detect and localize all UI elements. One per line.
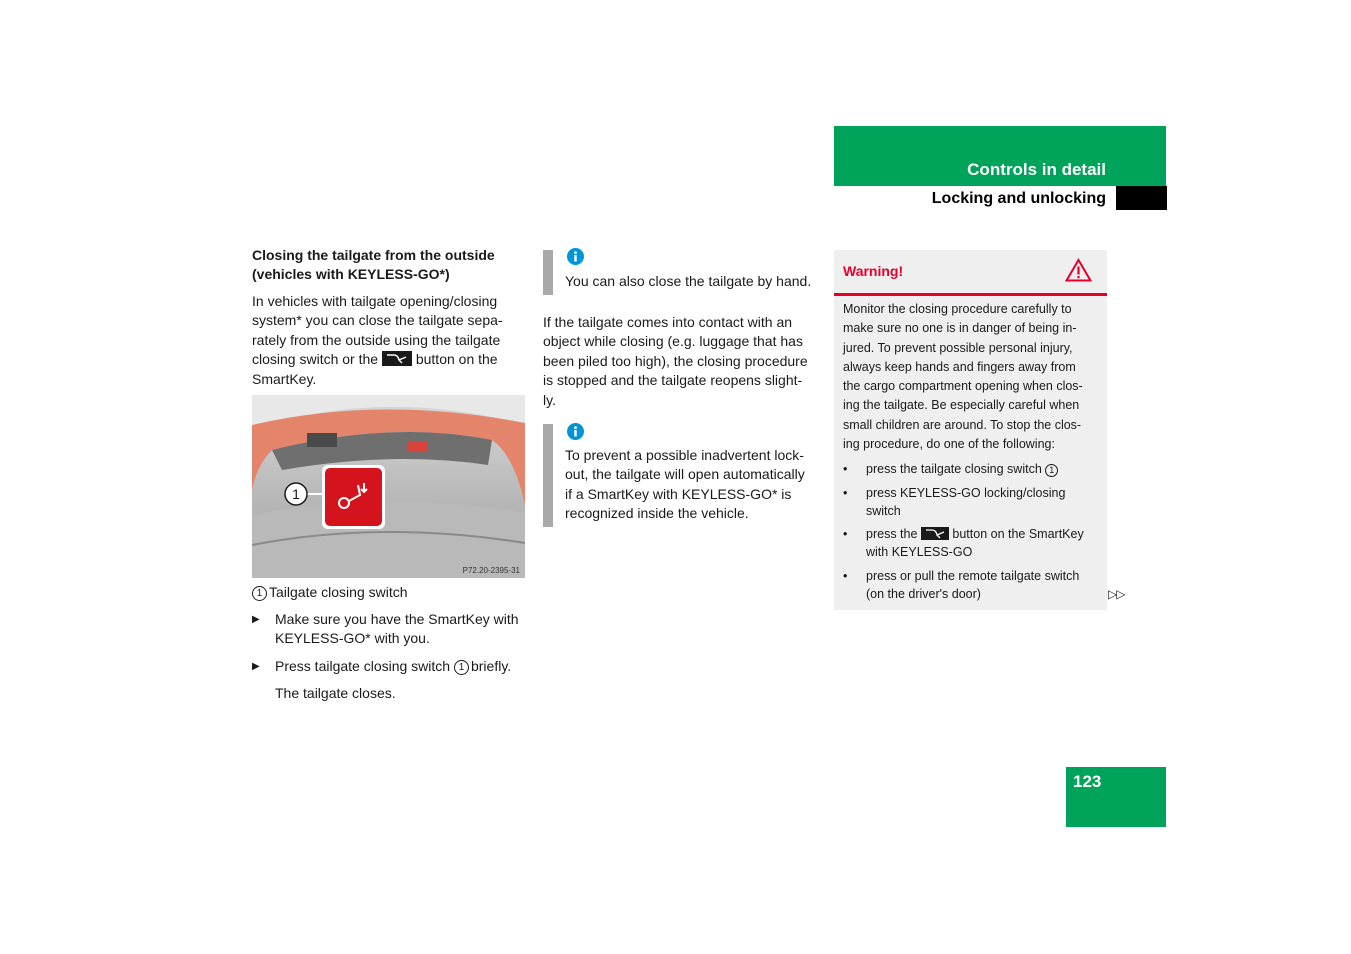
text-line: In vehicles with tailgate opening/closing xyxy=(252,293,498,309)
figure-callout-number: 1 xyxy=(292,486,300,502)
bullet-text: press KEYLESS-GO locking/closing xyxy=(866,486,1066,500)
step-text: Make sure you have the SmartKey with xyxy=(275,611,519,627)
text-line: been piled too high), the closing procedure xyxy=(543,352,808,369)
step-item xyxy=(252,610,550,649)
header-black-tab xyxy=(1116,186,1167,210)
text-line: ly. xyxy=(543,391,556,408)
smartkey-tailgate-icon xyxy=(921,527,949,540)
bullet-dot: • xyxy=(843,527,848,541)
bullet-text: press or pull the remote tailgate switch xyxy=(866,569,1080,583)
bullet-dot: • xyxy=(843,462,848,476)
warning-bullet xyxy=(843,461,1099,479)
step-text: Press tailgate closing switch xyxy=(275,658,451,674)
text-line xyxy=(252,350,527,369)
text-line: small children are around. To stop the clos- xyxy=(843,417,1082,432)
note-text xyxy=(565,446,825,524)
warning-bullet xyxy=(843,526,1099,561)
note-text: You can also close the tailgate by hand. xyxy=(565,273,812,289)
bullet-dot: • xyxy=(843,569,848,583)
text-line: make sure no one is in danger of being in- xyxy=(843,321,1077,336)
step-arrow-icon: ▶ xyxy=(252,661,260,672)
caption-text: Tailgate closing switch xyxy=(269,584,408,600)
info-icon xyxy=(567,248,584,265)
warning-text xyxy=(843,300,1099,454)
text-line: is stopped and the tailgate reopens slight- xyxy=(543,372,803,389)
note-bar xyxy=(543,424,553,527)
text-line: SmartKey. xyxy=(252,370,317,387)
bullet-text-segment: button on the SmartKey xyxy=(952,527,1084,541)
text-line: To prevent a possible inadvertent lock- xyxy=(565,447,804,463)
heading-line: Closing the tailgate from the outside xyxy=(252,247,495,263)
text-line: the cargo compartment opening when clos- xyxy=(843,379,1083,394)
callout-number: 1 xyxy=(252,586,267,601)
text-line: recognized inside the vehicle. xyxy=(565,505,749,522)
tailgate-contact-paragraph xyxy=(543,313,821,410)
warning-bullet xyxy=(843,568,1099,603)
step-arrow-icon: ▶ xyxy=(252,614,260,625)
text-line: system* you can close the tailgate sepa- xyxy=(252,312,503,329)
page-number: 123 xyxy=(1073,772,1102,791)
bullet-text: switch xyxy=(866,503,901,518)
step-text: briefly. xyxy=(470,658,512,674)
bullet-text: press the tailgate closing switch xyxy=(866,462,1042,476)
warning-bullet xyxy=(843,485,1099,520)
figure-code: P72.20-2395-31 xyxy=(462,566,520,575)
step-result: The tailgate closes. xyxy=(275,685,396,701)
bullet-text xyxy=(866,526,1099,544)
bullet-dot: • xyxy=(843,486,848,500)
text-line: ing procedure, do one of the following: xyxy=(843,437,1055,452)
text-line: rately from the outside using the tailgate xyxy=(252,331,501,348)
tailgate-switch-photo xyxy=(252,395,525,578)
bullet-text-segment: press the xyxy=(866,527,918,541)
smartkey-tailgate-icon xyxy=(382,351,412,366)
text-line: ing the tailgate. Be especially careful when xyxy=(843,398,1080,413)
subsection-title: Locking and unlocking xyxy=(931,190,1106,207)
section-heading xyxy=(252,246,527,284)
bullet-text: with KEYLESS-GO xyxy=(866,544,973,559)
info-icon xyxy=(567,423,584,440)
heading-line: (vehicles with KEYLESS-GO*) xyxy=(252,266,450,282)
text-line: always keep hands and fingers away from xyxy=(843,359,1076,374)
text-line: if a SmartKey with KEYLESS-GO* is xyxy=(565,485,792,502)
note-bar xyxy=(543,250,553,295)
text-line: If the tailgate comes into contact with an xyxy=(543,314,793,330)
text-line: jured. To prevent possible personal injury, xyxy=(843,340,1073,355)
callout-number: 1 xyxy=(1045,464,1058,477)
text-segment: button on the xyxy=(415,351,498,368)
figure-caption xyxy=(252,583,527,602)
section-title: Controls in detail xyxy=(967,160,1106,179)
text-line: Monitor the closing procedure carefully to xyxy=(843,302,1072,316)
warning-title: Warning! xyxy=(843,263,904,279)
text-line: object while closing (e.g. luggage that has xyxy=(543,333,803,350)
bullet-text: (on the driver's door) xyxy=(866,586,981,601)
continued-marker: ▷▷ xyxy=(1108,587,1125,601)
callout-number: 1 xyxy=(454,660,469,675)
step-item xyxy=(252,657,550,676)
text-segment: closing switch or the xyxy=(252,351,379,368)
text-line: out, the tailgate will open automatically xyxy=(565,466,805,483)
intro-paragraph xyxy=(252,292,527,389)
step-text: KEYLESS-GO* with you. xyxy=(275,630,430,647)
warning-triangle-icon xyxy=(1065,258,1092,282)
